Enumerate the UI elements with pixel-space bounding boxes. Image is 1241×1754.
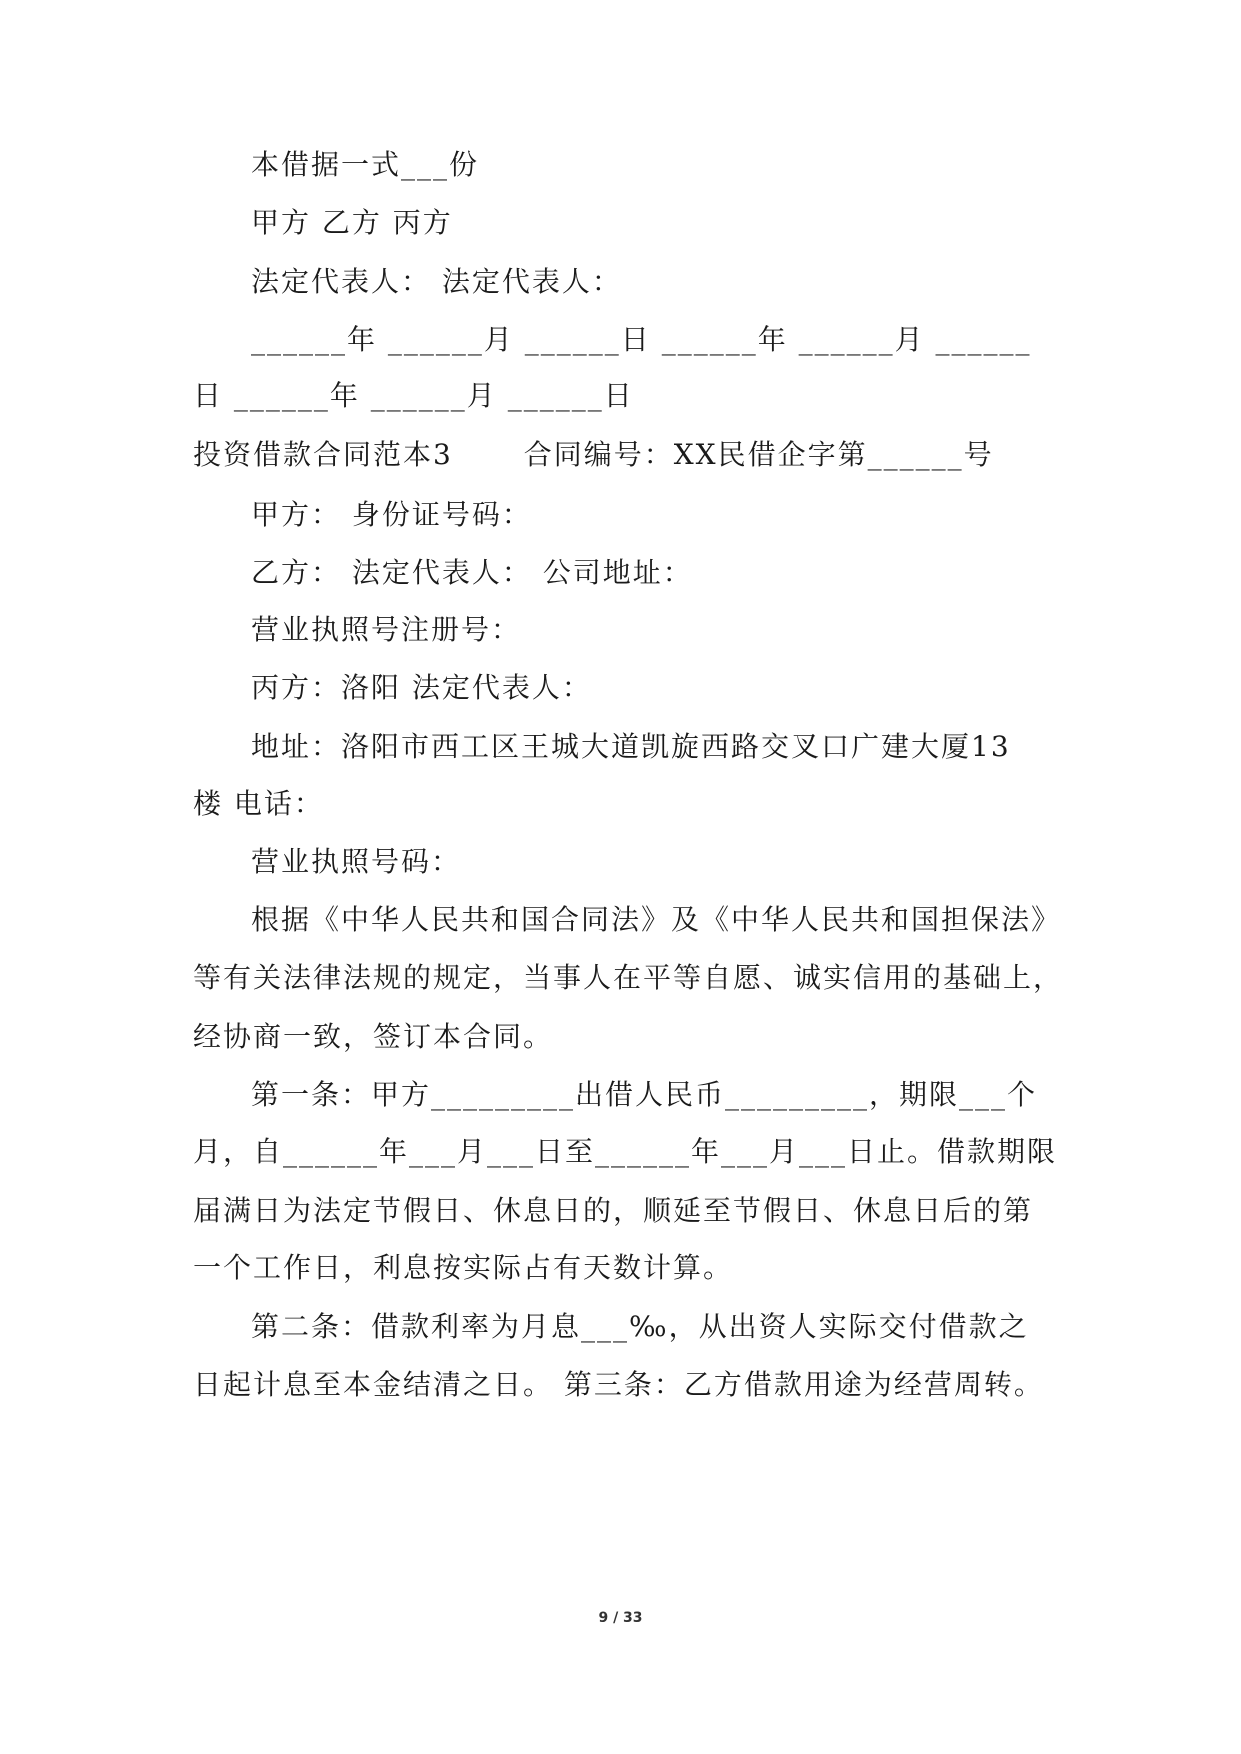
text-line: 日 ______年 ______月 ______日 <box>193 379 634 412</box>
text-line: 法定代表人： 法定代表人： <box>251 265 622 298</box>
text-line: 甲方： 身份证号码： <box>251 498 532 531</box>
paragraph-line: 根据《中华人民共和国合同法》及《中华人民共和国担保法》 <box>251 903 1062 936</box>
text-line: 本借据一式___份 <box>251 148 480 181</box>
paragraph-line: 月，自______年___月___日至______年___月___日止。借款期限 <box>193 1135 1058 1168</box>
text-line: 营业执照号码： <box>251 845 462 878</box>
paragraph-line: 一个工作日，利息按实际占有天数计算。 <box>193 1251 734 1284</box>
text-line: 乙方： 法定代表人： 公司地址： <box>251 556 693 589</box>
paragraph-line: 届满日为法定节假日、休息日的，顺延至节假日、休息日后的第 <box>193 1194 1034 1227</box>
paragraph-line: 经协商一致，签订本合同。 <box>193 1020 554 1053</box>
paragraph-line: 第二条：借款利率为月息___‰，从出资人实际交付借款之 <box>251 1310 1029 1343</box>
paragraph-line: 等有关法律法规的规定，当事人在平等自愿、诚实信用的基础上， <box>193 961 1064 994</box>
text-line: 楼 电话： <box>193 787 324 820</box>
paragraph-line: 第一条：甲方_________出借人民币_________，期限___个 <box>251 1078 1038 1111</box>
text-line: ______年 ______月 ______日 ______年 ______月 ______ <box>251 323 1032 356</box>
paragraph-line: 日起计息至本金结清之日。 第三条：乙方借款用途为经营周转。 <box>193 1368 1044 1401</box>
text-line: 甲方 乙方 丙方 <box>251 206 453 239</box>
page-number: 9 / 33 <box>598 1610 643 1626</box>
section-heading: 投资借款合同范本3 合同编号：XX民借企字第______号 <box>193 438 994 471</box>
text-line: 丙方：洛阳 法定代表人： <box>251 671 592 704</box>
text-line: 营业执照号注册号： <box>251 613 522 646</box>
text-line: 地址：洛阳市西工区王城大道凯旋西路交叉口广建大厦13 <box>251 730 1011 763</box>
